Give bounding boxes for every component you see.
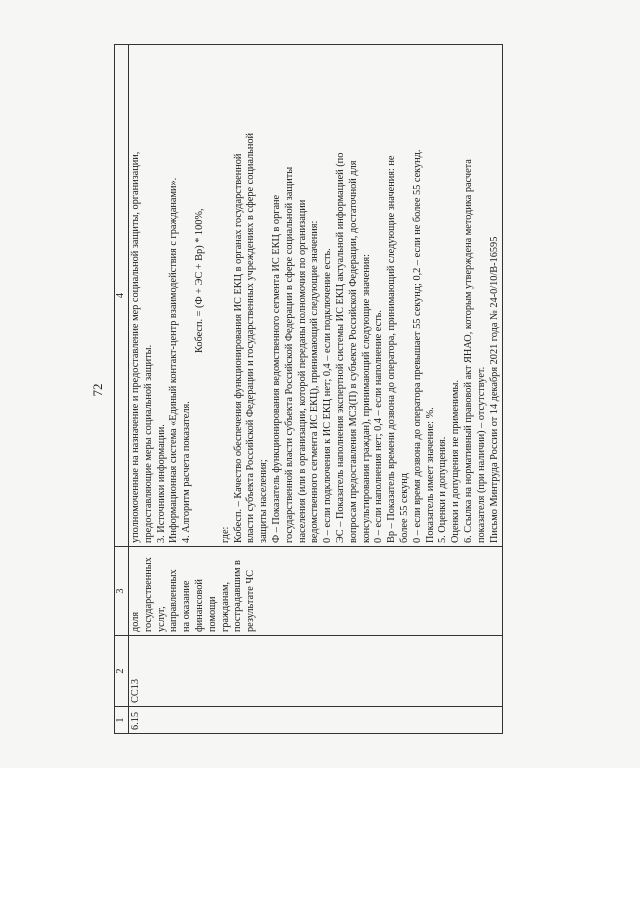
text-line: 0 – если время дозвона до оператора превышает 55 секунд; 0,2 – если не более 55 секунд. <box>411 149 423 543</box>
text-line: Оценки и допущения не применимы. <box>450 379 462 543</box>
text-line: предоставляющие меры социальной защиты. <box>142 344 154 543</box>
text-line: 3. Источники информации. <box>155 424 167 543</box>
name-line: услуг, направленных <box>155 569 180 632</box>
text-line: уполномоченные на назначение и предоставление мер социальной защиты, организации, <box>130 151 141 543</box>
text-line: власти субъекта Российской Федерации и государственных учреждениях в сфере социальной <box>245 132 257 543</box>
name-line: результате ЧС <box>245 570 257 632</box>
name-line: пострадавшим в <box>232 560 244 632</box>
name-line: доля государственных <box>130 557 154 632</box>
page-number: 72 <box>90 383 105 397</box>
text-line: защиты населения; <box>258 459 270 543</box>
name-line: финансовой помощи <box>193 579 218 632</box>
text-line: где: <box>219 526 231 543</box>
text-line: Показатель имеет значение: %. <box>424 407 436 543</box>
text-line: 0 – если подключения к ИС ЕКЦ нет; 0,4 – если подключение есть. <box>322 248 334 543</box>
text-line: 4. Алгоритм расчета показателя. <box>181 401 193 543</box>
text-line: показателя (при наличии) – отсутствует. <box>475 366 487 543</box>
text-line: Информационная система «Единый контакт-центр взаимодействия с гражданами». <box>168 177 180 543</box>
rotated-page-content <box>90 40 610 740</box>
text-line: консультирования граждан), принимающий следующие значения: <box>360 254 372 543</box>
name-line: гражданам, <box>219 581 231 632</box>
text-line: 0 – если наполнения нет; 0,4 – если наполнение есть. <box>373 310 385 543</box>
text-line: более 55 секунд <box>398 473 410 543</box>
text-line: населения (или в организации, которой переданы полномочия по организации <box>296 199 308 543</box>
text-line: вопросам предоставления МСЗ(П) в субъекте Российской Федерации, достаточной для <box>347 160 359 543</box>
text-line: ведомственного сегмента ИС ЕКЦ), принимающий следующие значения: <box>309 220 321 543</box>
row-number: 6.15 <box>129 707 503 734</box>
header-col-3: 3 <box>115 547 129 636</box>
name-line: на оказание <box>181 580 193 632</box>
formula-line: Кобесп. = (Ф + ЭС + Вр) * 100%, <box>193 208 205 353</box>
text-line: Кобесп. – Качество обеспечения функционирования ИС ЕКЦ в органах государственной <box>232 153 244 543</box>
text-line: Вр – Показатель времени дозвона до оператора, принимающий следующие значения: не <box>386 155 398 543</box>
row-methodology <box>129 45 503 547</box>
header-col-4: 4 <box>115 45 129 547</box>
row-indicator-name <box>129 547 503 636</box>
indicator-table <box>114 44 503 734</box>
text-line: Ф – Показатель функционирования ведомственного сегмента ИС ЕКЦ в органе <box>270 194 282 543</box>
text-line: Письмо Минтруда России от 14 декабря 2021 года № 24-0/10/В-16595 <box>488 236 500 543</box>
text-line: ЭС – Показатель наполнения экспертной системы ИС ЕКЦ актуальной информацией (по <box>334 152 346 543</box>
row-code: СС13 <box>129 636 503 707</box>
text-line: 6. Ссылка на нормативный правовой акт ЯНАО, которым утверждена методика расчета <box>462 159 474 543</box>
table-header-row <box>115 45 129 734</box>
page-margin <box>0 768 640 905</box>
header-col-1: 1 <box>115 707 129 734</box>
table-row <box>129 45 503 734</box>
text-line: 5. Оценки и допущения. <box>437 436 449 543</box>
header-col-2: 2 <box>115 636 129 707</box>
blank-line <box>207 48 220 543</box>
text-line: государственной власти субъекта Российской Федерации в сфере социальной защиты <box>283 166 295 543</box>
